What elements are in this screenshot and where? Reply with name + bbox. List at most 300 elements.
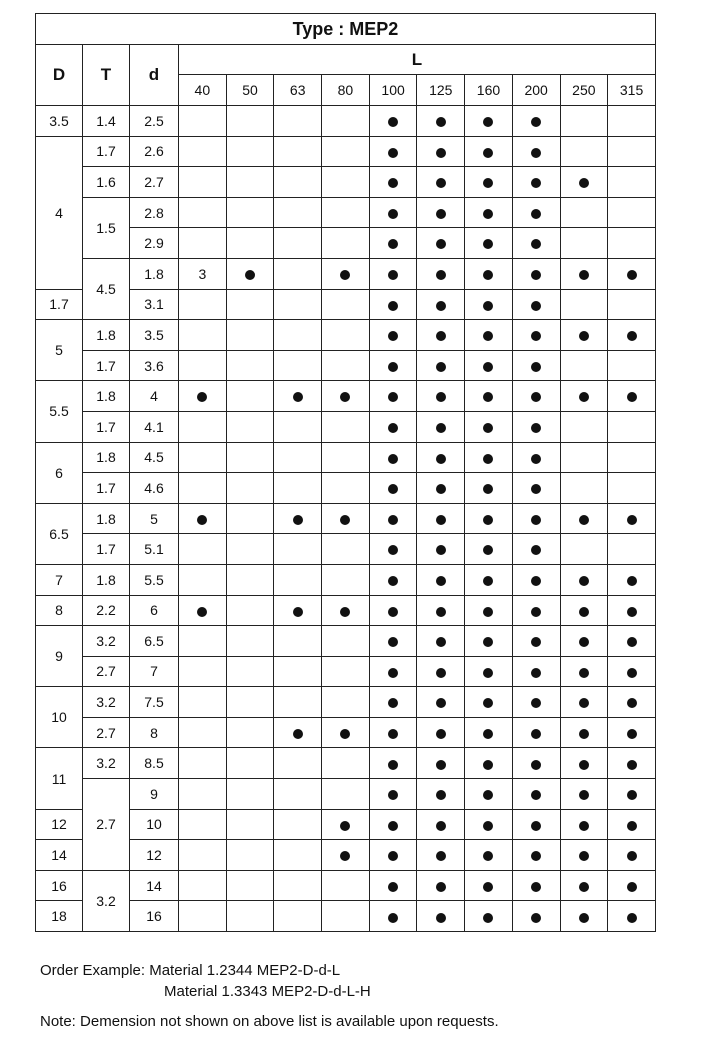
cell-d: 4.6 — [130, 473, 179, 504]
cell-L-125 — [417, 350, 465, 381]
cell-L-50 — [226, 656, 274, 687]
cell-L-250 — [560, 473, 608, 504]
cell-L-50 — [226, 167, 274, 198]
cell-L-200 — [512, 473, 560, 504]
availability-dot-icon — [340, 392, 350, 402]
cell-L-125 — [417, 748, 465, 779]
availability-dot-icon — [436, 178, 446, 188]
availability-dot-icon — [627, 790, 637, 800]
availability-dot-icon — [388, 913, 398, 923]
availability-dot-icon — [436, 484, 446, 494]
availability-dot-icon — [579, 637, 589, 647]
cell-d: 8.5 — [130, 748, 179, 779]
cell-D: 5.5 — [36, 381, 83, 442]
cell-L-80 — [322, 687, 370, 718]
cell-L-80 — [322, 289, 370, 320]
cell-L-250 — [560, 779, 608, 810]
cell-L-63 — [274, 289, 322, 320]
cell-L-250 — [560, 626, 608, 657]
cell-D: 6 — [36, 442, 83, 503]
availability-dot-icon — [388, 668, 398, 678]
availability-dot-icon — [531, 423, 541, 433]
cell-L-200 — [512, 411, 560, 442]
cell-L-80 — [322, 503, 370, 534]
order-example-line-2: Material 1.3343 MEP2-D-d-L-H — [164, 983, 371, 1000]
cell-L-250 — [560, 870, 608, 901]
cell-L-200 — [512, 901, 560, 932]
availability-dot-icon — [627, 729, 637, 739]
availability-dot-icon — [483, 729, 493, 739]
cell-T: 1.8 — [83, 381, 130, 412]
cell-L-80 — [322, 411, 370, 442]
availability-dot-icon — [627, 821, 637, 831]
cell-L-40 — [179, 167, 227, 198]
availability-dot-icon — [531, 760, 541, 770]
availability-dot-icon — [388, 148, 398, 158]
availability-dot-icon — [340, 607, 350, 617]
cell-L-160 — [465, 717, 513, 748]
cell-L-80 — [322, 106, 370, 137]
cell-L-315 — [608, 870, 656, 901]
cell-L-315 — [608, 779, 656, 810]
cell-T: 1.4 — [83, 106, 130, 137]
availability-dot-icon — [388, 454, 398, 464]
cell-L-63 — [274, 748, 322, 779]
availability-dot-icon — [436, 729, 446, 739]
cell-L-80 — [322, 595, 370, 626]
cell-L-63 — [274, 167, 322, 198]
availability-dot-icon — [531, 545, 541, 555]
cell-L-100 — [369, 870, 417, 901]
cell-D: 12 — [36, 809, 83, 840]
cell-L-63 — [274, 411, 322, 442]
cell-L-40 — [179, 106, 227, 137]
cell-L-63 — [274, 901, 322, 932]
cell-T: 1.8 — [130, 258, 179, 289]
cell-d: 6 — [130, 595, 179, 626]
availability-dot-icon — [483, 239, 493, 249]
cell-L-250 — [560, 840, 608, 871]
availability-dot-icon — [436, 454, 446, 464]
cell-L-200 — [512, 809, 560, 840]
cell-L-200 — [512, 717, 560, 748]
cell-L-50 — [226, 289, 274, 320]
cell-L-250 — [560, 320, 608, 351]
cell-L-50 — [226, 840, 274, 871]
availability-dot-icon — [436, 607, 446, 617]
cell-L-160 — [465, 901, 513, 932]
cell-T: 1.6 — [83, 167, 130, 198]
table-title: Type : MEP2 — [36, 14, 656, 45]
cell-L-63 — [274, 564, 322, 595]
availability-dot-icon — [483, 148, 493, 158]
availability-dot-icon — [483, 270, 493, 280]
cell-d: 5.1 — [130, 534, 179, 565]
availability-dot-icon — [483, 790, 493, 800]
cell-L-160 — [465, 136, 513, 167]
availability-dot-icon — [436, 821, 446, 831]
cell-T: 2.2 — [83, 595, 130, 626]
cell-L-100 — [369, 901, 417, 932]
cell-L-200 — [512, 870, 560, 901]
cell-L-200 — [512, 534, 560, 565]
cell-L-50 — [226, 748, 274, 779]
table-row — [36, 534, 656, 565]
cell-T: 1.7 — [83, 136, 130, 167]
cell-L-80 — [322, 442, 370, 473]
availability-dot-icon — [340, 729, 350, 739]
cell-L-250 — [560, 381, 608, 412]
availability-dot-icon — [531, 148, 541, 158]
table-row — [36, 197, 656, 228]
cell-L-125 — [417, 595, 465, 626]
cell-L-125 — [465, 258, 513, 289]
availability-dot-icon — [531, 515, 541, 525]
availability-dot-icon — [579, 515, 589, 525]
availability-dot-icon — [483, 423, 493, 433]
cell-L-80 — [322, 167, 370, 198]
availability-dot-icon — [531, 668, 541, 678]
availability-dot-icon — [483, 576, 493, 586]
availability-dot-icon — [197, 515, 207, 525]
cell-L-315 — [608, 717, 656, 748]
table-row — [36, 687, 656, 718]
cell-D: 8 — [36, 595, 83, 626]
cell-L-315 — [608, 136, 656, 167]
availability-dot-icon — [388, 331, 398, 341]
length-header: 250 — [560, 75, 608, 106]
cell-L-250 — [560, 106, 608, 137]
availability-dot-icon — [293, 515, 303, 525]
cell-d: 14 — [130, 870, 179, 901]
length-header: 40 — [179, 75, 227, 106]
cell-L-80 — [322, 748, 370, 779]
availability-dot-icon — [579, 790, 589, 800]
cell-L-125 — [417, 442, 465, 473]
notes — [40, 960, 499, 1032]
cell-L-160 — [465, 748, 513, 779]
table-row — [36, 106, 656, 137]
cell-L-160 — [465, 106, 513, 137]
cell-L-160 — [465, 381, 513, 412]
cell-T: 1.7 — [83, 411, 130, 442]
cell-L-125 — [417, 779, 465, 810]
availability-dot-icon — [293, 392, 303, 402]
cell-d: 3.1 — [130, 289, 179, 320]
cell-L-160 — [465, 626, 513, 657]
cell-L-63 — [274, 381, 322, 412]
cell-L-125 — [417, 167, 465, 198]
cell-L-250 — [560, 289, 608, 320]
availability-dot-icon — [579, 913, 589, 923]
cell-L-63 — [274, 442, 322, 473]
availability-dot-icon — [388, 178, 398, 188]
availability-dot-icon — [436, 331, 446, 341]
cell-L-80 — [322, 320, 370, 351]
cell-L-100 — [369, 197, 417, 228]
cell-L-125 — [417, 534, 465, 565]
cell-L-40 — [179, 228, 227, 259]
cell-L-63 — [274, 870, 322, 901]
length-header: 80 — [322, 75, 370, 106]
cell-L-63 — [274, 228, 322, 259]
cell-L-40 — [179, 656, 227, 687]
cell-L-250 — [560, 656, 608, 687]
availability-dot-icon — [627, 607, 637, 617]
availability-dot-icon — [627, 637, 637, 647]
availability-dot-icon — [293, 729, 303, 739]
cell-L-125 — [417, 687, 465, 718]
cell-L-50 — [226, 534, 274, 565]
cell-D: 5 — [36, 320, 83, 381]
cell-d: 7.5 — [130, 687, 179, 718]
order-example — [40, 960, 499, 981]
table-row — [36, 381, 656, 412]
availability-dot-icon — [579, 576, 589, 586]
cell-L-200 — [512, 442, 560, 473]
cell-L-100 — [369, 656, 417, 687]
header-T: T — [83, 45, 130, 106]
cell-L-200 — [512, 106, 560, 137]
cell-L-40 — [179, 534, 227, 565]
header-d: d — [130, 45, 179, 106]
cell-D: 4.5 — [83, 258, 130, 319]
availability-dot-icon — [483, 760, 493, 770]
cell-T: 1.8 — [83, 503, 130, 534]
availability-dot-icon — [388, 576, 398, 586]
cell-L-100 — [369, 320, 417, 351]
cell-L-315 — [608, 748, 656, 779]
cell-L-63 — [274, 350, 322, 381]
cell-L-40 — [179, 411, 227, 442]
cell-L-63 — [274, 320, 322, 351]
availability-dot-icon — [388, 851, 398, 861]
availability-dot-icon — [388, 270, 398, 280]
table-row — [36, 473, 656, 504]
availability-dot-icon — [627, 515, 637, 525]
availability-dot-icon — [483, 607, 493, 617]
availability-dot-icon — [197, 392, 207, 402]
availability-dot-icon — [579, 851, 589, 861]
cell-L-50 — [226, 228, 274, 259]
cell-T: 1.7 — [83, 534, 130, 565]
cell-L-50 — [226, 687, 274, 718]
cell-d: 6.5 — [130, 626, 179, 657]
cell-L-63 — [274, 626, 322, 657]
cell-L-160 — [512, 258, 560, 289]
cell-T: 3.2 — [83, 748, 130, 779]
cell-L-40 — [179, 779, 227, 810]
cell-T: 1.7 — [36, 289, 83, 320]
availability-dot-icon — [388, 423, 398, 433]
cell-L-315 — [608, 350, 656, 381]
cell-L-40 — [179, 717, 227, 748]
cell-L-50 — [274, 258, 322, 289]
availability-dot-icon — [388, 362, 398, 372]
cell-d: 2.7 — [130, 167, 179, 198]
cell-L-160 — [465, 870, 513, 901]
cell-L-200 — [560, 258, 608, 289]
availability-dot-icon — [483, 515, 493, 525]
cell-L-80 — [322, 473, 370, 504]
cell-L-315 — [608, 289, 656, 320]
cell-d: 8 — [130, 717, 179, 748]
availability-dot-icon — [388, 239, 398, 249]
availability-dot-icon — [627, 331, 637, 341]
availability-dot-icon — [388, 545, 398, 555]
availability-dot-icon — [388, 760, 398, 770]
cell-L-315 — [608, 106, 656, 137]
cell-L-80 — [322, 656, 370, 687]
availability-dot-icon — [436, 760, 446, 770]
cell-L-160 — [465, 197, 513, 228]
availability-dot-icon — [531, 117, 541, 127]
cell-L-315 — [608, 687, 656, 718]
availability-dot-icon — [388, 790, 398, 800]
cell-L-50 — [226, 901, 274, 932]
availability-dot-icon — [388, 821, 398, 831]
cell-L-160 — [465, 564, 513, 595]
availability-note: Note: Demension not shown on above list is available upon requests. — [40, 1013, 499, 1030]
availability-dot-icon — [483, 301, 493, 311]
cell-d: 2.5 — [130, 106, 179, 137]
cell-L-40 — [179, 136, 227, 167]
cell-L-80 — [322, 564, 370, 595]
availability-dot-icon — [436, 790, 446, 800]
cell-L-315 — [608, 595, 656, 626]
table-row — [36, 656, 656, 687]
cell-L-315 — [608, 473, 656, 504]
cell-L-125 — [417, 901, 465, 932]
header-D: D — [36, 45, 83, 106]
cell-L-40 — [179, 870, 227, 901]
availability-dot-icon — [436, 270, 446, 280]
cell-L-125 — [417, 411, 465, 442]
cell-L-250 — [560, 687, 608, 718]
availability-dot-icon — [531, 454, 541, 464]
cell-L-40 — [179, 320, 227, 351]
cell-L-40 — [179, 473, 227, 504]
availability-dot-icon — [436, 117, 446, 127]
availability-dot-icon — [436, 515, 446, 525]
cell-L-125 — [417, 106, 465, 137]
cell-L-63 — [274, 779, 322, 810]
cell-L-315 — [608, 626, 656, 657]
availability-dot-icon — [579, 729, 589, 739]
availability-dot-icon — [579, 392, 589, 402]
cell-L-315 — [608, 809, 656, 840]
cell-L-315 — [608, 656, 656, 687]
cell-L-50 — [226, 779, 274, 810]
cell-L-125 — [417, 656, 465, 687]
length-header: 100 — [369, 75, 417, 106]
availability-dot-icon — [436, 392, 446, 402]
availability-dot-icon — [483, 545, 493, 555]
order-example-label: Order Example: — [40, 962, 150, 979]
cell-T: 2.7 — [83, 779, 130, 871]
cell-d: 3.5 — [130, 320, 179, 351]
cell-L-250 — [560, 748, 608, 779]
table-row — [36, 320, 656, 351]
availability-dot-icon — [436, 362, 446, 372]
cell-L-80 — [322, 534, 370, 565]
availability-dot-icon — [436, 698, 446, 708]
cell-d: 3 — [179, 258, 227, 289]
cell-T: 2.7 — [83, 717, 130, 748]
cell-L-80 — [322, 197, 370, 228]
cell-L-100 — [369, 626, 417, 657]
length-header: 50 — [226, 75, 274, 106]
cell-L-315 — [608, 381, 656, 412]
cell-D: 18 — [36, 901, 83, 932]
cell-L-315 — [608, 442, 656, 473]
cell-L-250 — [560, 411, 608, 442]
availability-dot-icon — [388, 729, 398, 739]
availability-dot-icon — [436, 851, 446, 861]
cell-L-80 — [322, 350, 370, 381]
cell-L-250 — [560, 167, 608, 198]
table-row — [36, 717, 656, 748]
cell-L-40 — [179, 626, 227, 657]
cell-L-160 — [465, 473, 513, 504]
spec-table — [35, 13, 656, 932]
cell-L-50 — [226, 197, 274, 228]
availability-dot-icon — [531, 637, 541, 647]
cell-L-50 — [226, 136, 274, 167]
cell-L-315 — [608, 197, 656, 228]
cell-T: 3.2 — [83, 870, 130, 931]
cell-D: 11 — [36, 748, 83, 809]
cell-L-40 — [179, 901, 227, 932]
availability-dot-icon — [388, 698, 398, 708]
cell-L-250 — [560, 228, 608, 259]
availability-dot-icon — [579, 607, 589, 617]
availability-dot-icon — [340, 821, 350, 831]
cell-L-125 — [417, 809, 465, 840]
availability-dot-icon — [483, 821, 493, 831]
cell-D: 10 — [36, 687, 83, 748]
cell-L-315 — [608, 534, 656, 565]
availability-dot-icon — [531, 729, 541, 739]
cell-L-125 — [417, 564, 465, 595]
cell-L-100 — [369, 350, 417, 381]
cell-L-40 — [179, 503, 227, 534]
cell-L-315 — [608, 564, 656, 595]
availability-dot-icon — [627, 668, 637, 678]
cell-L-80 — [322, 626, 370, 657]
cell-L-200 — [512, 656, 560, 687]
availability-dot-icon — [436, 148, 446, 158]
availability-dot-icon — [388, 209, 398, 219]
availability-dot-icon — [579, 821, 589, 831]
cell-d: 4.1 — [130, 411, 179, 442]
availability-dot-icon — [436, 209, 446, 219]
cell-D: 4 — [36, 136, 83, 289]
cell-L-100 — [369, 228, 417, 259]
cell-L-160 — [465, 228, 513, 259]
table-row — [36, 258, 656, 289]
cell-T: 3.2 — [83, 626, 130, 657]
availability-dot-icon — [531, 790, 541, 800]
availability-dot-icon — [340, 851, 350, 861]
cell-L-50 — [226, 442, 274, 473]
cell-d: 9 — [130, 779, 179, 810]
order-example-line-1: Material 1.2344 MEP2-D-d-L — [149, 962, 341, 979]
cell-L-200 — [512, 197, 560, 228]
cell-L-125 — [417, 626, 465, 657]
cell-L-40 — [179, 840, 227, 871]
availability-dot-icon — [483, 484, 493, 494]
